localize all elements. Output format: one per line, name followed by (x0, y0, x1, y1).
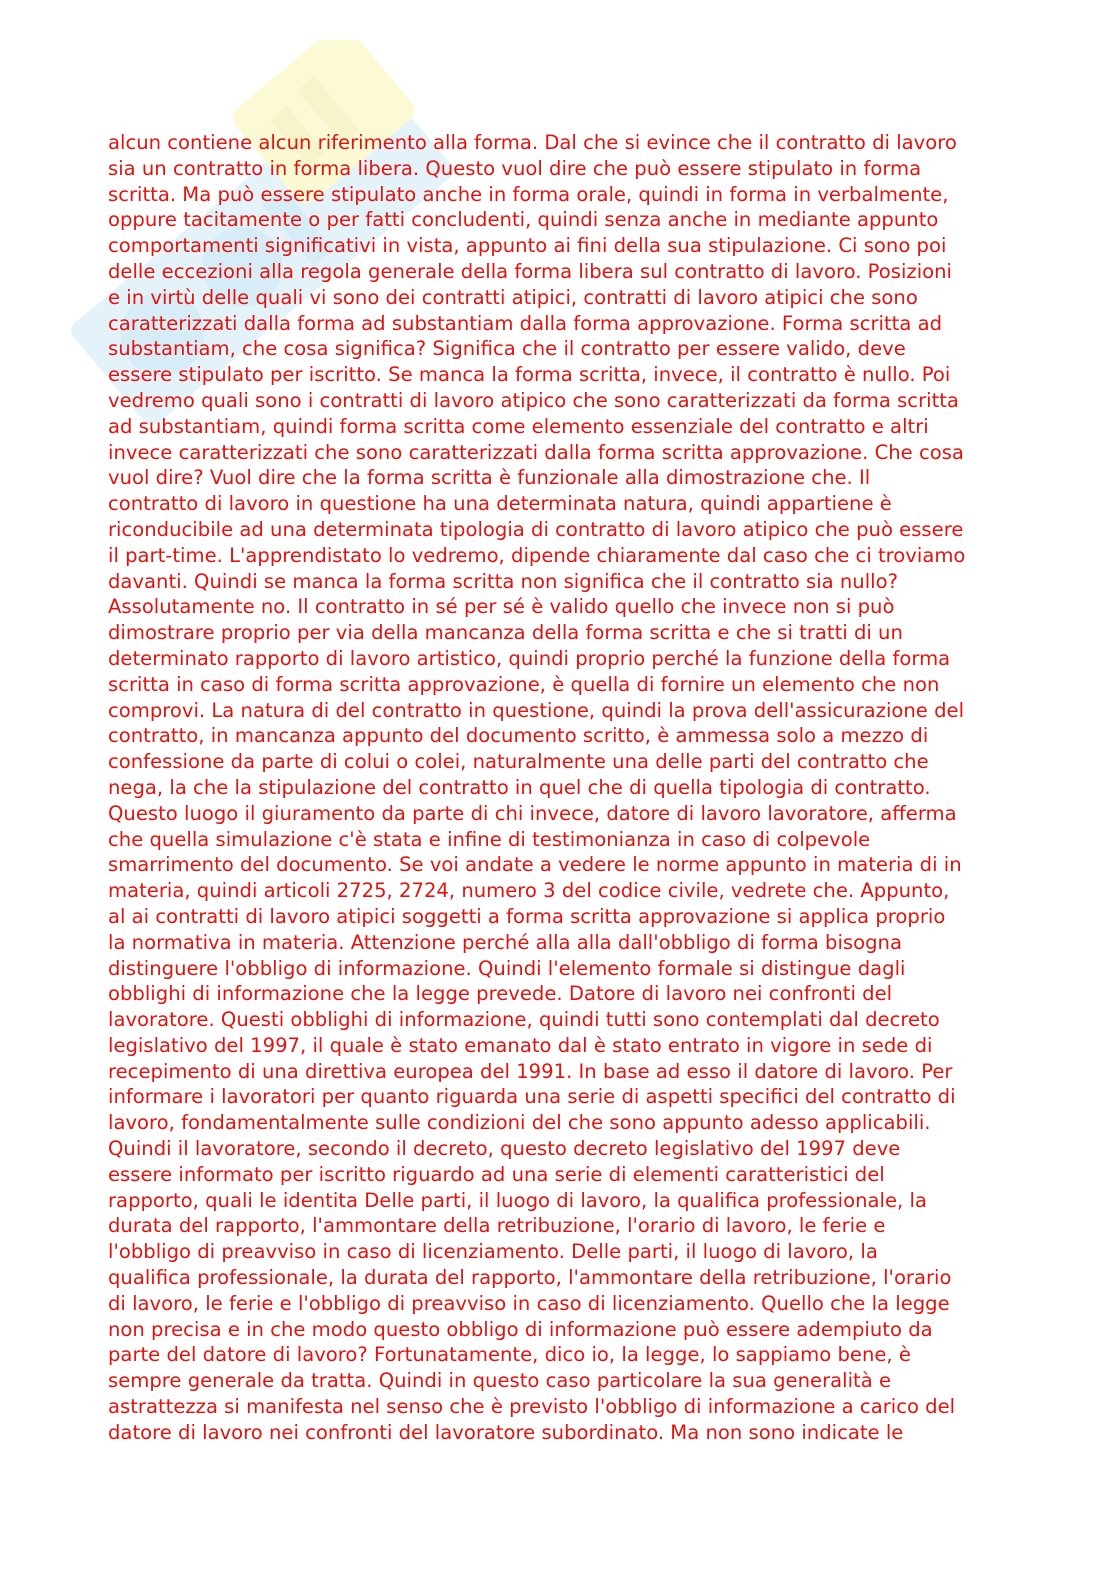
text-line: dimostrare proprio per via della mancanza della forma scritta e che si tratti di un (108, 621, 903, 645)
text-line: materia, quindi articoli 2725, 2724, numero 3 del codice civile, vedrete che. Appunto, (108, 879, 950, 903)
text-line: qualifica professionale, la durata del rapporto, l'ammontare della retribuzione, l'orario (108, 1266, 952, 1290)
text-line: e in virtù delle quali vi sono dei contratti atipici, contratti di lavoro atipici che sono (108, 285, 918, 309)
text-line: oppure tacitamente o per fatti concludenti, quindi senza anche in mediante appunto (108, 208, 939, 232)
text-line: scritta in caso di forma scritta approvazione, è quella di fornire un elemento che non (108, 672, 940, 696)
text-line: legislativo del 1997, il quale è stato emanato dal è stato entrato in vigore in sede di (108, 1033, 933, 1057)
text-line: informare i lavoratori per quanto riguarda una serie di aspetti specifici del contratto di (108, 1085, 956, 1109)
text-line: delle eccezioni alla regola generale della forma libera sul contratto di lavoro. Posizioni (108, 259, 953, 283)
text-line: lavoro, fondamentalmente sulle condizioni del che sono appunto adesso applicabili. (108, 1111, 931, 1135)
text-line: che quella simulazione c'è stata e infine di testimonianza in caso di colpevole (108, 827, 871, 851)
text-line: vedremo quali sono i contratti di lavoro atipico che sono caratterizzati da forma scritta (108, 388, 959, 412)
text-line: datore di lavoro nei confronti del lavoratore subordinato. Ma non sono indicate le (108, 1420, 904, 1444)
text-line: di lavoro, le ferie e l'obbligo di preavviso in caso di licenziamento. Quello che la legge (108, 1291, 950, 1315)
text-line: lavoratore. Questi obblighi di informazione, quindi tutti sono contemplati dal decreto (108, 1008, 940, 1032)
text-line: substantiam, che cosa significa? Significa che il contratto per essere valido, deve (108, 337, 906, 361)
text-line: il part-time. L'apprendistato lo vedremo, dipende chiaramente dal caso che ci troviamo (108, 543, 966, 567)
text-line: recepimento di una direttiva europea del 1991. In base ad esso il datore di lavoro. Per (108, 1059, 953, 1083)
text-line: essere stipulato per iscritto. Se manca la forma scritta, invece, il contratto è nullo. Poi (108, 363, 951, 387)
text-line: l'obbligo di preavviso in caso di licenziamento. Delle parti, il luogo di lavoro, la (108, 1240, 878, 1264)
text-line: astrattezza si manifesta nel senso che è previsto l'obbligo di informazione a carico del (108, 1395, 956, 1419)
text-line: alcun contiene alcun riferimento alla forma. Dal che si evince che il contratto di lavoro (108, 131, 957, 154)
text-line: nega, la che la stipulazione del contratto in quel che di quella tipologia di contratto. (108, 775, 931, 799)
text-line: rapporto, quali le identita Delle parti, il luogo di lavoro, la qualifica professionale, la (108, 1188, 927, 1212)
text-line: obblighi di informazione che la legge prevede. Datore di lavoro nei confronti del (108, 982, 893, 1006)
document-body-text (108, 130, 1008, 1446)
text-line: Quindi il lavoratore, secondo il decreto, questo decreto legislativo del 1997 deve (108, 1137, 901, 1161)
text-line: riconducibile ad una determinata tipologia di contratto di lavoro atipico che può essere (108, 517, 964, 541)
text-line: la normativa in materia. Attenzione perché alla alla dall'obbligo di forma bisogna (108, 930, 902, 954)
text-line: determinato rapporto di lavoro artistico, quindi proprio perché la funzione della forma (108, 646, 951, 670)
text-line: non precisa e in che modo questo obbligo di informazione può essere adempiuto da (108, 1317, 933, 1341)
text-line: distinguere l'obbligo di informazione. Quindi l'elemento formale si distingue dagli (108, 956, 906, 980)
text-line: confessione da parte di colui o colei, naturalmente una delle parti del contratto che (108, 750, 929, 774)
text-line: contratto, in mancanza appunto del documento scritto, è ammessa solo a mezzo di (108, 724, 929, 748)
text-line: Assolutamente no. Il contratto in sé per sé è valido quello che invece non si può (108, 595, 895, 619)
text-line: durata del rapporto, l'ammontare della retribuzione, l'orario di lavoro, le ferie e (108, 1214, 886, 1238)
text-line: vuol dire? Vuol dire che la forma scritta è funzionale alla dimostrazione che. Il (108, 466, 871, 490)
text-line: comportamenti significativi in vista, appunto ai fini della sua stipulazione. Ci sono poi (108, 234, 947, 258)
text-line: smarrimento del documento. Se voi andate a vedere le norme appunto in materia di in (108, 853, 962, 877)
text-line: al ai contratti di lavoro atipici soggetti a forma scritta approvazione si applica proprio (108, 904, 946, 928)
text-line: davanti. Quindi se manca la forma scritta non significa che il contratto sia nullo? (108, 569, 898, 593)
text-line: essere informato per iscritto riguardo ad una serie di elementi caratteristici del (108, 1162, 885, 1186)
text-line: ad substantiam, quindi forma scritta come elemento essenziale del contratto e altri (108, 414, 929, 438)
text-line: Questo luogo il giuramento da parte di chi invece, datore di lavoro lavoratore, afferma (108, 801, 957, 825)
text-line: caratterizzati dalla forma ad substantiam dalla forma approvazione. Forma scritta ad (108, 311, 943, 335)
text-line: invece caratterizzati che sono caratterizzati dalla forma scritta approvazione. Che cosa (108, 440, 964, 464)
text-line: scritta. Ma può essere stipulato anche in forma orale, quindi in forma in verbalmente, (108, 182, 949, 206)
text-line: comprovi. La natura di del contratto in questione, quindi la prova dell'assicurazione del (108, 698, 965, 722)
text-line: contratto di lavoro in questione ha una determinata natura, quindi appartiene è (108, 492, 892, 516)
text-line: sia un contratto in forma libera. Questo vuol dire che può essere stipulato in forma (108, 156, 922, 180)
text-line: sempre generale da tratta. Quindi in questo caso particolare la sua generalità e (108, 1369, 891, 1393)
text-line: parte del datore di lavoro? Fortunatamente, dico io, la legge, lo sappiamo bene, è (108, 1343, 911, 1367)
